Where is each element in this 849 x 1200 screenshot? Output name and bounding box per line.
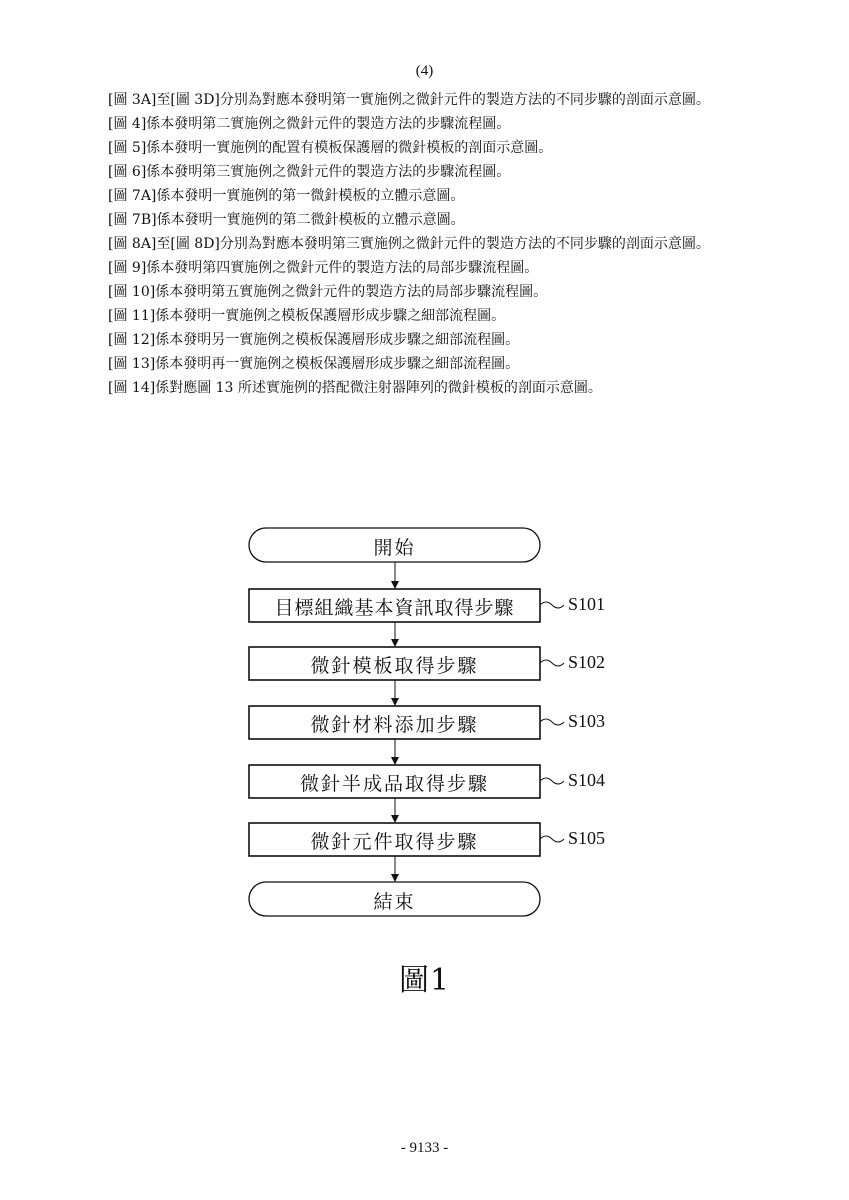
page-number-bottom: - 9133 -: [400, 1140, 449, 1156]
description-paragraph: [圖 10]係本發明第五實施例之微針元件的製造方法的局部步驟流程圖。: [108, 284, 548, 300]
end-label: 結束: [373, 891, 416, 913]
step-label-s102: 微針模板取得步驟: [310, 655, 479, 677]
step-id-s102: S102: [568, 652, 606, 672]
step-leader-line: [540, 836, 564, 842]
step-leader-line: [540, 602, 564, 608]
description-paragraph: [圖 12]係本發明另一實施例之模板保護層形成步驟之細部流程圖。: [108, 332, 520, 348]
page-number-top: (4): [415, 63, 434, 79]
step-label-s105: 微針元件取得步驟: [310, 831, 479, 853]
step-leader-line: [540, 660, 564, 666]
description-paragraph: [圖 7B]係本發明一實施例的第二微針模板的立體示意圖。: [108, 212, 465, 228]
step-leader-line: [540, 719, 564, 725]
step-leader-line: [540, 778, 564, 784]
step-id-s101: S101: [568, 594, 606, 614]
description-paragraph: [圖 14]係對應圖 13 所述實施例的搭配微注射器陣列的微針模板的剖面示意圖。: [108, 380, 602, 396]
step-label-s104: 微針半成品取得步驟: [299, 773, 489, 795]
figure-caption: 圖1: [398, 963, 451, 998]
description-paragraph: [圖 6]係本發明第三實施例之微針元件的製造方法的步驟流程圖。: [108, 164, 511, 180]
start-label: 開始: [373, 537, 416, 559]
step-id-s104: S104: [568, 770, 606, 790]
description-paragraph: [圖 9]係本發明第四實施例之微針元件的製造方法的局部步驟流程圖。: [108, 260, 539, 276]
step-label-s103: 微針材料添加步驟: [310, 714, 479, 736]
step-label-s101: 目標組織基本資訊取得步驟: [274, 597, 515, 619]
description-paragraph: [圖 3A]至[圖 3D]分別為對應本發明第一實施例之微針元件的製造方法的不同步驟的剖面示意圖。: [108, 92, 710, 108]
description-paragraph: [圖 5]係本發明一實施例的配置有模板保護層的微針模板的剖面示意圖。: [108, 140, 553, 156]
description-paragraph: [圖 11]係本發明一實施例之模板保護層形成步驟之細部流程圖。: [108, 308, 506, 324]
step-id-s103: S103: [568, 711, 606, 731]
description-paragraph: [圖 8A]至[圖 8D]分別為對應本發明第三實施例之微針元件的製造方法的不同步驟的剖面示意圖。: [108, 236, 710, 252]
description-paragraph: [圖 7A]係本發明一實施例的第一微針模板的立體示意圖。: [108, 188, 465, 204]
step-id-s105: S105: [568, 828, 606, 848]
description-paragraph: [圖 4]係本發明第二實施例之微針元件的製造方法的步驟流程圖。: [108, 116, 511, 132]
description-paragraph: [圖 13]係本發明再一實施例之模板保護層形成步驟之細部流程圖。: [108, 356, 520, 372]
